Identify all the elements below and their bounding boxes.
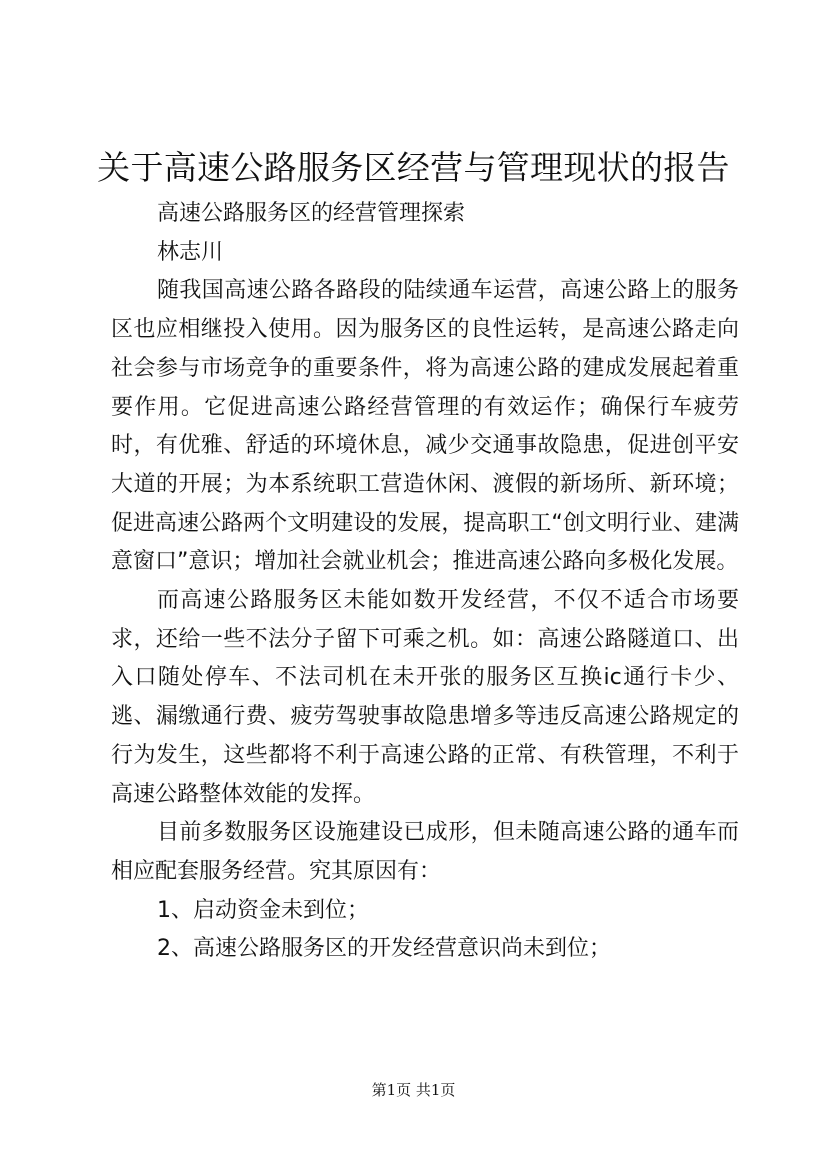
list-item-2: 2、高速公路服务区的开发经营意识尚未到位；: [157, 936, 611, 962]
body-paragraph-3: 目前多数服务区设施建设已成形，但未随高速公路的通车而相应配套服务经营。究其原因有：: [111, 820, 739, 884]
document-body: [111, 195, 739, 969]
document-title: 关于高速公路服务区经营与管理现状的报告: [97, 148, 730, 187]
body-paragraph-2: 而高速公路服务区未能如数开发经营，不仅不适合市场要求，还给一些不法分子留下可乘之机。如：高速公路隧道口、出入口随处停车、不法司机在未开张的服务区互换ic通行卡少、逃、漏缴通行费、疲劳驾驶事故隐患增多等违反高速公路规定的行为发生，这些都将不利于高速公路的正常、有秩管理，不利于高速公路整体效能的发挥。: [111, 588, 739, 807]
subtitle-line: 高速公路服务区的经营管理探索: [157, 201, 466, 226]
list-item-1: 1、启动资金未到位；: [157, 897, 369, 923]
body-paragraph-1: 随我国高速公路各路段的陆续通车运营，高速公路上的服务区也应相继投入使用。因为服务区的良性运转，是高速公路走向社会参与市场竞争的重要条件，将为高速公路的建成发展起着重要作用。它促进高速公路经营管理的有效运作；确保行车疲劳时，有优雅、舒适的环境休息，减少交通事故隐患，促进创平安大道的开展；为本系统职工营造休闲、渡假的新场所、新环境；促进高速公路两个文明建设的发展，提高职工“创文明行业、建满意窗口”意识；增加社会就业机会；推进高速公路向多极化发展。: [111, 278, 739, 575]
page-footer: 第1页 共1页: [371, 1081, 456, 1099]
author-line: 林志川: [157, 239, 224, 265]
